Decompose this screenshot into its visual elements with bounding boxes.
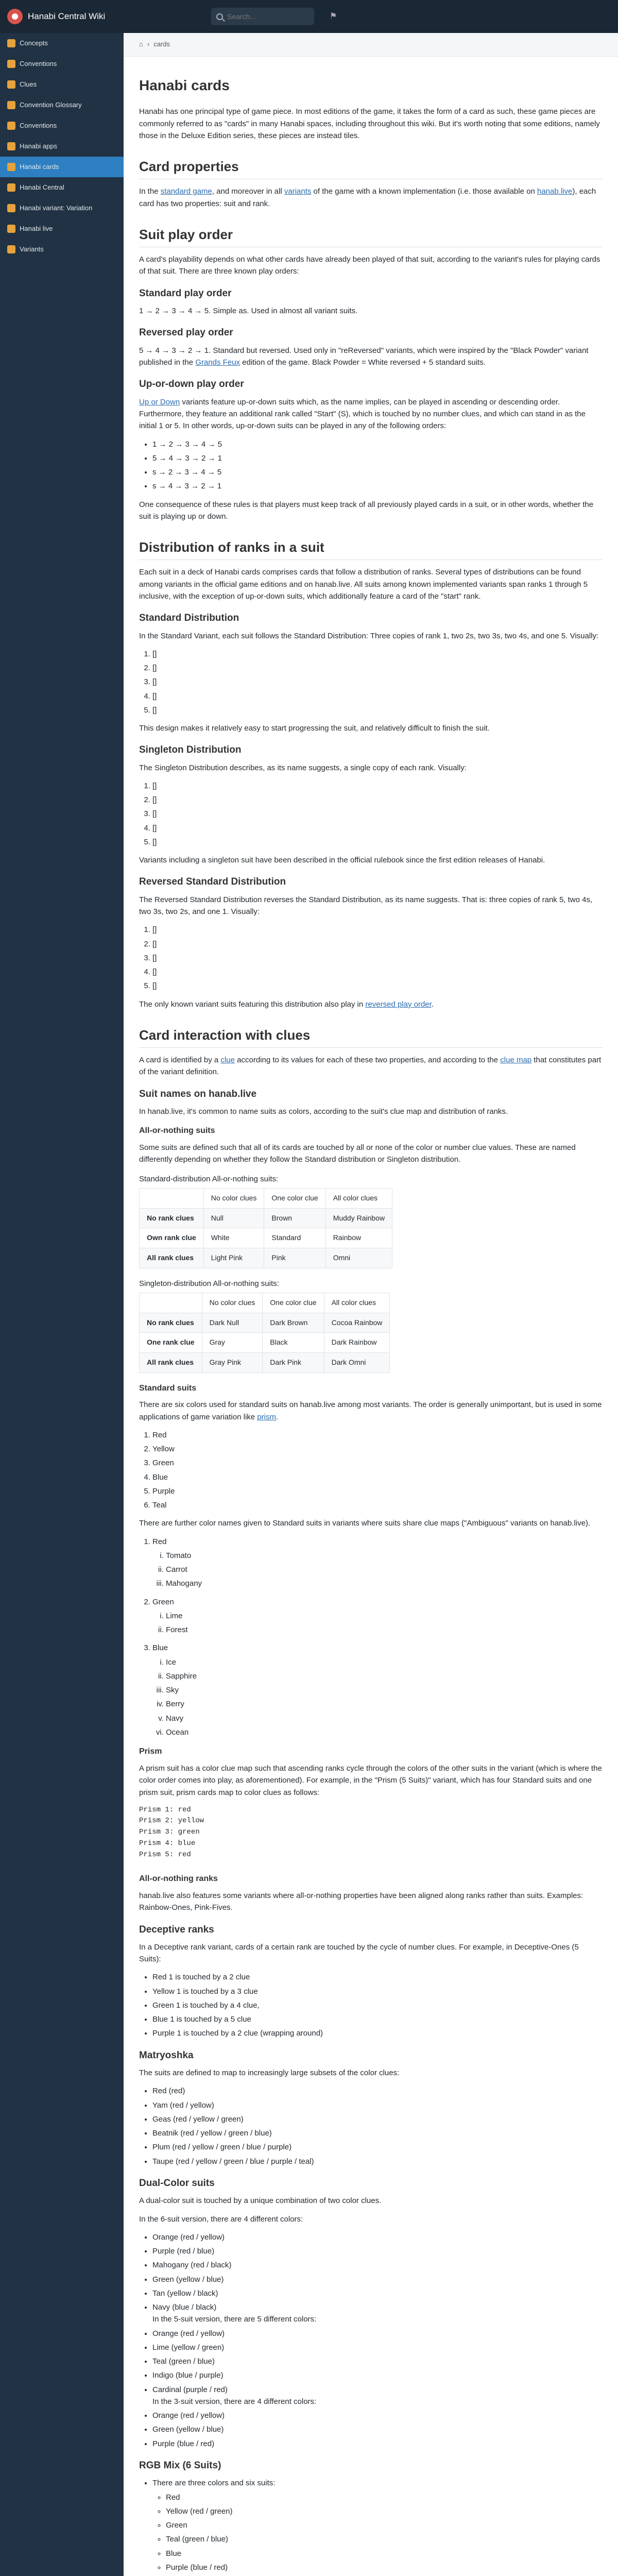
heading-standard-distribution: Standard Distribution — [139, 613, 239, 624]
list-item: 3. [] — [152, 808, 603, 820]
list-item: 6. Teal — [152, 1499, 603, 1511]
heading-rgb-mix: RGB Mix (6 Suits) — [139, 2460, 221, 2471]
reversed-distribution-text: The Reversed Standard Distribution reverses the Standard Distribution, as its name suggests. That is: three copies of rank 5, two 4s, two 3s, two 2s, and one 1. Visually: — [139, 895, 593, 917]
list-item: • Green (yellow / blue) — [152, 2424, 603, 2435]
list-item: 1. [] — [152, 924, 603, 936]
folder-icon — [7, 225, 15, 233]
list-item: 2. Yellow — [152, 1443, 603, 1455]
reversed-play-order-text: 5 → 4 → 3 → 2 → 1. Standard but reversed. Used only in "reReversed" variants, which were inspired by the "Black Powder" variant published in the Grands Feux edition of the game. Black Powder = White reversed + 5 standard suits. — [139, 346, 589, 367]
sidebar-item-hanabi-apps[interactable]: Hanabi apps — [0, 136, 124, 157]
sidebar-item-hanabi-live[interactable]: Hanabi live — [0, 218, 124, 239]
intro-paragraph: Hanabi has one principal type of game piece. In most editions of the game, it takes the form of a card as such, these game pieces are commonly referred to as "cards" in many Hanabi spaces, including throughout this wiki. But it's worth noting that some editions, namely those in the Deluxe Edition series, these pieces are instead tiles. — [139, 107, 600, 140]
list-item: 5. [] — [152, 704, 603, 716]
list-item: • Geas (red / yellow / green) — [152, 2113, 603, 2125]
list-item: vi. Ocean — [166, 1726, 603, 1738]
sidebar-item-hanabi-variant[interactable]: Hanabi variant: Variation — [0, 198, 124, 218]
standard-aon-table — [139, 1188, 392, 1268]
folder-icon — [7, 101, 15, 109]
table-row: All rank clues Gray Pink Dark Pink Dark Omni — [140, 1353, 390, 1373]
heading-singleton-distribution: Singleton Distribution — [139, 744, 242, 756]
link-up-or-down[interactable]: Up or Down — [139, 397, 180, 406]
list-item: • s → 4 → 3 → 2 → 1 — [152, 480, 603, 492]
list-item: • Teal (green / blue) — [152, 2355, 603, 2367]
heading-standard-suits: Standard suits — [139, 1383, 197, 1393]
breadcrumb-current[interactable]: cards — [153, 40, 170, 48]
heading-prism: Prism — [139, 1747, 162, 1756]
site-logo[interactable] — [0, 0, 124, 33]
all-or-nothing-text: Some suits are defined such that all of its cards are touched by all or none of the color or number clue values. These are named differently depending on whether they follow the Standard distribution or Singleton distribution. — [139, 1143, 576, 1164]
list-item: • Blue 1 is touched by a 5 clue — [152, 2013, 603, 2025]
list-item: • 5 → 4 → 3 → 2 → 1 — [152, 452, 603, 464]
table1-caption: Standard-distribution All-or-nothing suits: — [139, 1174, 279, 1183]
clues-paragraph: A card is identified by a clue according to its values for each of these two properties, and according to the clue map that constitutes part of the variant definition. — [139, 1056, 602, 1077]
list-item: • Mahogany (red / black) — [152, 2259, 603, 2271]
rgb-list — [152, 2477, 603, 2576]
list-item: ◦ Yellow (red / green) — [166, 2505, 603, 2517]
prism-map: Prism 1: red Prism 2: yellow Prism 3: green Prism 4: blue Prism 5: red — [139, 1805, 204, 1859]
singleton-distribution-text: The Singleton Distribution describes, as its name suggests, a single copy of each rank. Visually: — [139, 763, 467, 772]
card-properties-paragraph: In the standard game, and moreover in all variants of the game with a known implementation (i.e. those available on hanab.live), each card has two properties: suit and rank. — [139, 187, 596, 208]
sidebar — [0, 33, 124, 2576]
top-bar — [0, 0, 618, 33]
heading-matryoshka: Matryoshka — [139, 2049, 194, 2061]
singleton-distribution-after: Variants including a singleton suit have been described in the official rulebook since the first edition releases of Hanabi. — [139, 856, 545, 865]
list-item: i. Ice — [166, 1656, 603, 1668]
list-item: • Orange (red / yellow) — [152, 2410, 603, 2421]
heading-all-or-nothing-ranks: All-or-nothing ranks — [139, 1874, 218, 1884]
standard-distribution-after: This design makes it relatively easy to start progressing the suit, and relatively difficult to finish the suit. — [139, 724, 490, 733]
list-item: • s → 2 → 3 → 4 → 5 — [152, 466, 603, 478]
list-item: • 1 → 2 → 3 → 4 → 5 — [152, 438, 603, 450]
list-item: 3. Blue i. Ice ii. Sapphire iii. Sky iv. Berry v. Navy vi. Ocean — [152, 1642, 603, 1738]
matryoshka-list — [152, 2085, 603, 2167]
heading-suit-play-order: Suit play order — [139, 224, 603, 247]
list-item: • Purple (blue / red) — [152, 2438, 603, 2450]
table-row: All rank clues Light Pink Pink Omni — [140, 1248, 392, 1268]
list-item: ii. Carrot — [166, 1564, 603, 1575]
dual-color-text-2: In the 6-suit version, there are 4 different colors: — [139, 2214, 303, 2224]
sidebar-item-hanabi-cards[interactable]: Hanabi cards — [0, 157, 124, 177]
list-item: 3. [] — [152, 676, 603, 688]
folder-icon — [7, 60, 15, 68]
heading-reversed-play-order: Reversed play order — [139, 327, 233, 338]
home-icon[interactable]: ⌂ — [139, 40, 143, 48]
table-header-row: No color clues One color clue All color clues — [140, 1188, 392, 1208]
list-item: 3. [] — [152, 952, 603, 964]
list-item: • Taupe (red / yellow / green / blue / purple / teal) — [152, 2156, 603, 2167]
search-input[interactable] — [227, 12, 304, 21]
table-row: Own rank clue White Standard Rainbow — [140, 1228, 392, 1248]
list-item: 5. Purple — [152, 1485, 603, 1497]
list-item: ◦ Teal (green / blue) — [166, 2533, 603, 2545]
folder-icon — [7, 122, 15, 130]
site-title[interactable]: Hanabi Central Wiki — [28, 11, 106, 21]
list-item: 2. [] — [152, 938, 603, 950]
link-standard-game[interactable]: standard game — [160, 187, 212, 196]
list-item: ◦ Purple (blue / red) — [166, 2562, 603, 2573]
suit-names-text: In hanab.live, it's common to name suits as colors, according to the suit's clue map and distribution of ranks. — [139, 1107, 508, 1116]
all-or-nothing-ranks-text: hanab.live also features some variants where all-or-nothing properties have been aligned along ranks rather than suits. Examples: Rainbow-Ones, Pink-Fives. — [139, 1891, 583, 1912]
breadcrumb — [124, 33, 618, 57]
list-item: • Yellow 1 is touched by a 3 clue — [152, 1986, 603, 1997]
table-row: No rank clues Null Brown Muddy Rainbow — [140, 1208, 392, 1228]
list-item: • Orange (red / yellow) — [152, 2328, 603, 2340]
search-icon — [216, 13, 223, 20]
heading-dual-color: Dual-Color suits — [139, 2177, 215, 2189]
tags-icon[interactable]: ⚑ — [330, 11, 337, 21]
reversed-distribution-after: The only known variant suits featuring this distribution also play in reversed play order. — [139, 999, 434, 1009]
reversed-distribution-list — [152, 924, 603, 992]
heading-distribution: Distribution of ranks in a suit — [139, 537, 603, 560]
list-item: iv. Berry — [166, 1698, 603, 1710]
link-reversed-play-order[interactable]: reversed play order — [365, 999, 432, 1009]
list-item: • Purple 1 is touched by a 2 clue (wrapping around) — [152, 2027, 603, 2039]
folder-icon — [7, 204, 15, 212]
suit-play-order-paragraph: A card's playability depends on what other cards have already been played of that suit, according to the variant's rules for playing cards of that suit. There are three known play orders: — [139, 255, 600, 276]
list-item: • Navy (blue / black) In the 5-suit version, there are 5 different colors: — [152, 2301, 603, 2326]
sidebar-item-conventions[interactable]: Conventions — [0, 54, 124, 74]
list-item: 4. [] — [152, 966, 603, 978]
list-item: 1. [] — [152, 780, 603, 792]
up-or-down-orders-list — [152, 438, 603, 493]
heading-standard-play-order: Standard play order — [139, 287, 232, 299]
play-order-closing: One consequence of these rules is that players must keep track of all previously played cards in a suit, or in other words, whether the suit is playing up or down. — [139, 500, 594, 521]
sidebar-item-clues[interactable]: Clues — [0, 74, 124, 95]
list-item: • There are three colors and six suits: ◦ Red ◦ Yellow (red / green) ◦ Green ◦ Teal (green / blue) ◦ Blue ◦ Purple (blue / red) — [152, 2477, 603, 2573]
sidebar-item-convention-glossary[interactable]: Convention Glossary — [0, 95, 124, 115]
list-item: 4. Blue — [152, 1471, 603, 1483]
list-item: • Red (red) — [152, 2085, 603, 2097]
list-item: • Plum (red / yellow / green / blue / purple) — [152, 2141, 603, 2153]
heading-reversed-distribution: Reversed Standard Distribution — [139, 876, 286, 888]
folder-icon — [7, 245, 15, 253]
six-colors-list — [152, 1429, 603, 1512]
list-item: ii. Sapphire — [166, 1670, 603, 1682]
folder-icon — [7, 142, 15, 150]
list-item: iii. Mahogany — [166, 1578, 603, 1589]
dual-color-text: A dual-color suit is touched by a unique combination of two color clues. — [139, 2196, 382, 2206]
prism-text: A prism suit has a color clue map such that ascending ranks cycle through the colors of the other suits in the variant (which is where the color order comes into play, as aforementioned). For example, in the "Prism (5 Suits)" variant, which has four Standard suits and one prism suit, prism cards map to color clues as follows: — [139, 1764, 602, 1797]
matryoshka-text: The suits are defined to map to increasingly large subsets of the color clues: — [139, 2069, 400, 2078]
link-grands-feux[interactable]: Grands Feux — [195, 358, 240, 367]
heading-suit-names: Suit names on hanab.live — [139, 1088, 257, 1099]
folder-icon — [7, 183, 15, 192]
search-box[interactable] — [211, 8, 314, 25]
ambiguous-text: There are further color names given to Standard suits in variants where suits share clue maps ("Ambiguous" variants on hanab.live). — [139, 1519, 591, 1528]
list-item: • Orange (red / yellow) — [152, 2231, 603, 2243]
link-clue-map[interactable]: clue map — [500, 1056, 532, 1065]
page-title: Hanabi cards — [139, 77, 230, 93]
list-item: • Yam (red / yellow) — [152, 2099, 603, 2111]
heading-all-or-nothing: All-or-nothing suits — [139, 1126, 215, 1136]
link-prism[interactable]: prism — [257, 1412, 276, 1421]
list-item: • Tan (yellow / black) — [152, 2287, 603, 2299]
list-item: • Purple (red / blue) — [152, 2245, 603, 2257]
list-item: 2. [] — [152, 662, 603, 674]
table-row: One rank clue Gray Black Dark Rainbow — [140, 1333, 390, 1353]
heading-clues: Card interaction with clues — [139, 1025, 603, 1048]
sidebar-item-concepts[interactable]: Concepts — [0, 33, 124, 54]
standard-play-order-text: 1 → 2 → 3 → 4 → 5. Simple as. Used in almost all variant suits. — [139, 307, 358, 316]
list-item: 4. [] — [152, 690, 603, 702]
folder-icon — [7, 163, 15, 171]
list-item: • Beatnik (red / yellow / green / blue) — [152, 2127, 603, 2139]
standard-distribution-list — [152, 648, 603, 716]
link-variants[interactable]: variants — [284, 187, 312, 196]
list-item: ◦ Blue — [166, 2548, 603, 2560]
list-item: ◦ Green — [166, 2519, 603, 2531]
list-item: • Lime (yellow / green) — [152, 2342, 603, 2353]
heading-up-or-down-play-order: Up-or-down play order — [139, 379, 244, 390]
list-item: 3. Green — [152, 1457, 603, 1469]
distribution-paragraph: Each suit in a deck of Hanabi cards comprises cards that follow a distribution of ranks. Several types of distributions can be found among variants in the official game editions and on hanab.live. All suits among known implemented variants span ranks 1 through 5 inclusive, with the exception of up-or-down suits, which additionally feature a card of the "start" rank. — [139, 568, 588, 601]
list-item: i. Lime — [166, 1610, 603, 1622]
list-item: i. Tomato — [166, 1550, 603, 1562]
list-item: ◦ Red — [166, 2492, 603, 2503]
sidebar-item-hanabi-central[interactable]: Hanabi Central — [0, 177, 124, 198]
table2-caption: Singleton-distribution All-or-nothing suits: — [139, 1279, 279, 1288]
standard-distribution-text: In the Standard Variant, each suit follows the Standard Distribution: Three copies of rank 1, two 2s, two 3s, two 4s, and one 5. Visually: — [139, 631, 599, 640]
list-item: 2. Green i. Lime ii. Forest — [152, 1596, 603, 1636]
link-hanab-live[interactable]: hanab.live — [537, 187, 573, 196]
breadcrumb-separator: › — [147, 40, 150, 48]
hanabi-logo-icon — [7, 9, 23, 24]
up-or-down-text: Up or Down variants feature up-or-down suits which, as the name implies, can be played in ascending or descending order. Furthermore, they feature an additional rank called "Start" (S), which is touched by no number clues, and which can stand in as the initial 1 or 5. In other words, up-or-down suits can be played in any of the following orders: — [139, 397, 586, 431]
deceptive-list — [152, 1971, 603, 2039]
list-item: iii. Sky — [166, 1684, 603, 1696]
standard-suits-text: There are six colors used for standard suits on hanab.live among most variants. The order is generally unimportant, but is used in some applications of game variation like prism. — [139, 1400, 602, 1421]
sidebar-item-variants[interactable]: Variants — [0, 239, 124, 260]
ambiguous-colors-list — [152, 1536, 603, 1739]
article — [124, 57, 618, 2576]
folder-icon — [7, 39, 15, 47]
list-item: v. Navy — [166, 1713, 603, 1724]
list-item: 1. Red i. Tomato ii. Carrot iii. Mahogany — [152, 1536, 603, 1590]
list-item: • Cardinal (purple / red) In the 3-suit version, there are 4 different colors: — [152, 2384, 603, 2408]
list-item: 5. [] — [152, 980, 603, 992]
singleton-distribution-list — [152, 780, 603, 848]
list-item: 2. [] — [152, 794, 603, 806]
link-clue[interactable]: clue — [220, 1056, 235, 1065]
list-item: • Red 1 is touched by a 2 clue — [152, 1971, 603, 1983]
table-header-row: No color clues One color clue All color clues — [140, 1293, 390, 1313]
list-item: 1. [] — [152, 648, 603, 660]
list-item: 4. [] — [152, 822, 603, 834]
list-item: • Green 1 is touched by a 4 clue, — [152, 1999, 603, 2011]
list-item: 5. [] — [152, 836, 603, 848]
table-row: No rank clues Dark Null Dark Brown Cocoa Rainbow — [140, 1313, 390, 1333]
folder-icon — [7, 80, 15, 89]
list-item: • Green (yellow / blue) — [152, 2274, 603, 2285]
heading-deceptive-ranks: Deceptive ranks — [139, 1924, 214, 1935]
list-item: • Indigo (blue / purple) — [152, 2369, 603, 2381]
heading-card-properties: Card properties — [139, 156, 603, 179]
singleton-aon-table — [139, 1293, 390, 1373]
list-item: 1. Red — [152, 1429, 603, 1441]
dual-6-list — [152, 2231, 603, 2450]
deceptive-text: In a Deceptive rank variant, cards of a certain rank are touched by the cycle of number clues. For example, in Deceptive-Ones (5 Suits): — [139, 1942, 579, 1964]
sidebar-item-conventions-2[interactable]: Conventions — [0, 115, 124, 136]
list-item: ii. Forest — [166, 1624, 603, 1636]
